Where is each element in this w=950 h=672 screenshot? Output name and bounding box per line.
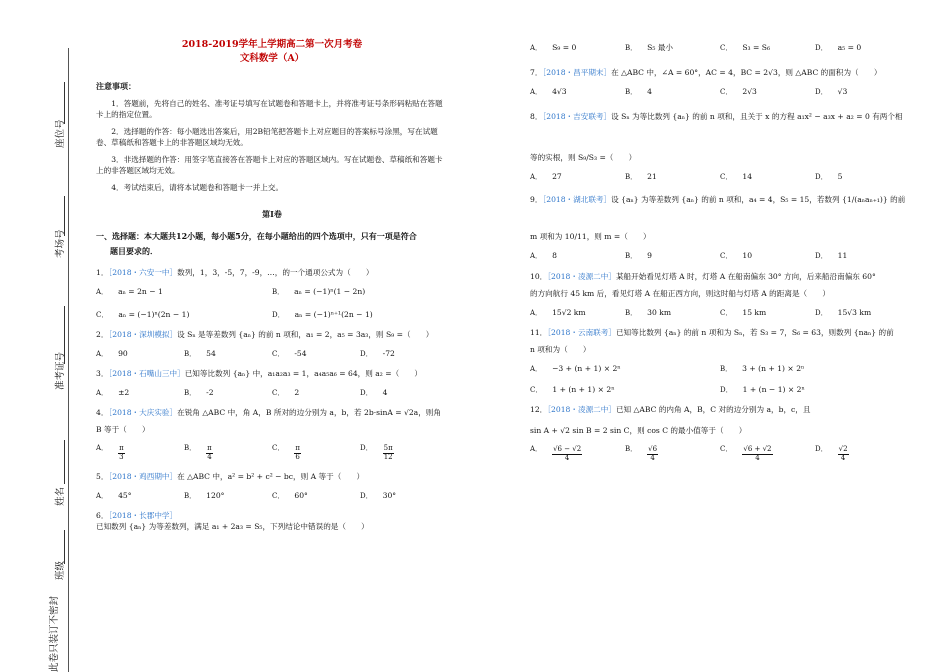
- source-tag: ［2018・湖北联考］: [542, 195, 612, 205]
- option-b[interactable]: B． 9: [625, 251, 652, 261]
- exam-subtitle: 文科数学（A）: [239, 53, 305, 65]
- question-text: 设 Sₙ 是等差数列 {aₙ} 的前 n 项和，a₁ = 2，a₅ = 3a₃，则 S₉ =（ ）: [177, 330, 434, 340]
- question-number: 12．: [530, 404, 548, 414]
- option-b[interactable]: B． 21: [625, 172, 657, 182]
- question-number: 9．: [530, 195, 543, 205]
- question-4-cont: B 等于（ ）: [96, 425, 150, 435]
- question-text: 设 Sₙ 为等比数列 {aₙ} 的前 n 项和，且关于 x 的方程 a₁x² − a₃x + a₂ = 0 有两个相: [611, 112, 903, 122]
- source-tag: ［2018・昌平期末］: [542, 68, 612, 78]
- option-b[interactable]: B． -2: [184, 388, 214, 398]
- question-10-options: [530, 307, 910, 318]
- option-c[interactable]: C． $\frac{\pi}{6}$: [272, 444, 300, 462]
- question-9-cont: m 项和为 10/11，则 m =（ ）: [530, 232, 651, 242]
- class-field: [64, 530, 65, 564]
- exam-room-label: 考场号: [55, 229, 66, 258]
- option-c[interactable]: C． aₙ = (−1)ⁿ(2n − 1): [96, 310, 190, 320]
- source-tag: ［2018・凌源二中］: [547, 404, 616, 414]
- option-b[interactable]: B． $\frac{\pi}{4}$: [184, 444, 212, 462]
- option-a[interactable]: A． ±2: [96, 388, 130, 398]
- option-b[interactable]: B． 30 km: [625, 307, 672, 317]
- question-text: 在 △ABC 中，a² = b² + c² − bc，则 A 等于（ ）: [177, 471, 365, 481]
- option-d[interactable]: D． aₙ = (−1)ⁿ⁺¹(2n − 1): [272, 310, 373, 320]
- option-d[interactable]: D． 30°: [360, 490, 397, 500]
- question-12-cont: sin A + √2 sin B = 2 sin C，则 cos C 的最小值等于（ ）: [530, 425, 747, 435]
- option-d[interactable]: D． $\frac{√2}{4}$: [815, 444, 848, 462]
- option-c[interactable]: C． 60°: [272, 490, 308, 500]
- question-6-options: [530, 42, 910, 53]
- source-tag: ［2018・云南联考］: [547, 327, 616, 337]
- notice-item-4: 4．考试结束后，请将本试题卷和答题卡一并上交。: [111, 183, 284, 193]
- left-column: [96, 38, 448, 532]
- option-c[interactable]: C． 10: [720, 251, 753, 261]
- option-d[interactable]: D． √3: [815, 87, 848, 97]
- binding-line: [68, 48, 69, 672]
- question-11-cont: n 项和为（ ）: [530, 344, 591, 354]
- question-8: [530, 111, 910, 122]
- question-number: 1．: [96, 267, 109, 277]
- notice-heading: 注意事项：: [96, 80, 136, 91]
- question-number: 3．: [96, 369, 109, 379]
- question-11-options-2: [530, 384, 910, 395]
- question-text: 已知等比数列 {aₙ} 中，a₁a₂a₃ = 1，a₄a₅a₆ = 64，则 a₂ =（ ）: [184, 369, 422, 379]
- question-7: [530, 67, 910, 78]
- option-d[interactable]: D． -72: [360, 349, 395, 359]
- question-5-options: [96, 490, 448, 501]
- option-c[interactable]: C． 1 + (n + 1) × 2ⁿ: [530, 384, 615, 394]
- admission-number-field: [64, 306, 65, 364]
- option-d[interactable]: D． 11: [815, 251, 848, 261]
- option-a[interactable]: A． 90: [96, 349, 128, 359]
- source-tag: ［2018・凌源二中］: [547, 271, 616, 281]
- question-text: 已知等比数列 {aₙ} 的前 n 项和为 Sₙ，若 S₃ = 7，S₆ = 63，则数列 {naₙ} 的前: [615, 327, 894, 337]
- question-5: [96, 471, 448, 482]
- question-1-options-2: [96, 309, 448, 320]
- name-label: 姓名: [55, 486, 66, 506]
- exam-room-field: [64, 196, 65, 236]
- class-label: 班级: [55, 560, 66, 580]
- admission-number-label: 准考证号: [55, 351, 66, 390]
- question-2-options: [96, 348, 448, 359]
- option-d[interactable]: D． 15√3 km: [815, 307, 872, 317]
- source-tag: ［2018・吉安联考］: [542, 112, 612, 122]
- option-a[interactable]: A． aₙ = 2n − 1: [96, 286, 163, 296]
- question-10-cont: 的方向航行 45 km 后，看见灯塔 A 在船正西方向，则这时船与灯塔 A 的距离是（ ）: [530, 288, 830, 298]
- binding-note: 此卷只装订不密封: [49, 595, 60, 672]
- question-2: [96, 329, 448, 340]
- option-c[interactable]: C． 15 km: [720, 307, 767, 317]
- question-text: 已知 △ABC 的内角 A，B，C 对的边分别为 a，b，c，且: [615, 404, 811, 414]
- option-b[interactable]: B． 3 + (n + 1) × 2ⁿ: [720, 363, 805, 373]
- option-c[interactable]: C． $\frac{√6 + √2}{4}$: [720, 444, 772, 462]
- question-11: [530, 327, 910, 338]
- question-1: [96, 267, 448, 278]
- section-heading: 一、选择题：本大题共12小题，每小题5分，在每小题给出的四个选项中，只有一项是符合: [96, 230, 417, 241]
- question-text: 在 △ABC 中，∠A = 60°，AC = 4，BC = 2√3，则 △ABC 的面积为（ ）: [611, 68, 882, 78]
- question-8-options: [530, 171, 910, 182]
- question-number: 4．: [96, 408, 109, 418]
- right-column: [530, 42, 910, 462]
- notice-item-2: 2．选择题的作答：每小题选出答案后，用2B铅笔把答题卡上对应题目的答案标号涂黑，写在试题卷、草稿纸和答题卡上的非答题区域均无效。: [96, 127, 438, 148]
- question-number: 10．: [530, 271, 548, 281]
- option-d[interactable]: D． $\frac{5\pi}{12}$: [360, 444, 393, 462]
- option-c[interactable]: C． S₃ = S₆: [720, 43, 771, 52]
- question-text: 数列，1，3，-5，7，-9，…，的一个通项公式为（ ）: [177, 267, 374, 277]
- source-tag: ［2018・六安一中］: [108, 267, 178, 277]
- question-4-options: [96, 443, 448, 461]
- question-1-options: [96, 286, 448, 297]
- option-d[interactable]: D． 1 + (n − 1) × 2ⁿ: [720, 384, 805, 394]
- question-text: 在锐角 △ABC 中，角 A，B 所对的边分别为 a，b，若 2b·sinA = √2a，则角: [177, 408, 441, 418]
- question-7-options: [530, 86, 910, 97]
- source-tag: ［2018・石嘴山三中］: [108, 369, 185, 379]
- option-b[interactable]: B． 54: [184, 349, 216, 359]
- question-8-cont: 等的实根，则 S₉/S₃ =（ ）: [530, 153, 637, 163]
- seat-number-label: 座位号: [55, 119, 66, 148]
- question-number: 6．: [96, 510, 109, 520]
- question-12: [530, 404, 910, 415]
- section-title: 第Ⅰ卷: [262, 209, 282, 220]
- seat-number-field: [64, 82, 65, 124]
- source-tag: ［2018・鸡西期中］: [108, 471, 178, 481]
- source-tag: ［2018・长郡中学］: [108, 510, 178, 520]
- option-d[interactable]: D． 5: [815, 172, 843, 182]
- option-b[interactable]: B． $\frac{√6}{4}$: [625, 444, 658, 462]
- option-a[interactable]: A． 15√2 km: [530, 307, 586, 317]
- source-tag: ［2018・大庆实验］: [108, 408, 178, 418]
- question-number: 2．: [96, 330, 109, 340]
- exam-title: 2018-2019学年上学期高二第一次月考卷: [181, 39, 363, 50]
- option-a[interactable]: A． 8: [530, 251, 557, 261]
- question-9: [530, 194, 910, 205]
- question-12-options: [530, 444, 910, 462]
- option-c[interactable]: C． -54: [272, 349, 307, 359]
- option-d[interactable]: D． 4: [360, 388, 388, 398]
- option-a[interactable]: A． −3 + (n + 1) × 2ⁿ: [530, 363, 621, 373]
- option-a[interactable]: A． S₉ = 0: [530, 43, 577, 52]
- option-b[interactable]: B． aₙ = (−1)ⁿ(1 − 2n): [272, 286, 366, 296]
- option-c[interactable]: C． 14: [720, 172, 753, 182]
- source-tag: ［2018・深圳模拟］: [108, 330, 178, 340]
- option-a[interactable]: A． 45°: [96, 490, 132, 500]
- option-a[interactable]: A． $\frac{\pi}{3}$: [96, 444, 124, 462]
- question-text: 设 {aₙ} 为等差数列 {aₙ} 的前 n 项和，a₄ = 4，S₅ = 15，若数列 {1/(aₙaₙ₊₁)} 的前: [611, 195, 906, 205]
- question-6: [96, 510, 448, 532]
- option-a[interactable]: A． 4√3: [530, 87, 567, 97]
- option-c[interactable]: C． 2: [272, 388, 300, 398]
- question-text: 某船开始看见灯塔 A 时，灯塔 A 在船南偏东 30° 方向，后来船沿南偏东 60°: [615, 271, 876, 281]
- option-d[interactable]: D． a₅ = 0: [815, 43, 862, 52]
- section-heading-cont: 题目要求的．: [110, 246, 158, 257]
- question-number: 5．: [96, 471, 109, 481]
- name-field: [64, 440, 65, 484]
- question-number: 11．: [530, 327, 548, 337]
- option-b[interactable]: B． 120°: [184, 490, 225, 500]
- question-4: [96, 407, 448, 418]
- question-number: 8．: [530, 112, 543, 122]
- option-b[interactable]: B． S₅ 最小: [625, 43, 674, 52]
- binding-strip: [0, 0, 80, 672]
- option-b[interactable]: B． 4: [625, 87, 652, 97]
- option-a[interactable]: A． $\frac{√6 - √2}{4}$: [530, 444, 582, 462]
- notice-item-1: 1．答题前，先将自己的姓名、准考证号填写在试题卷和答题卡上，并将准考证号条形码粘贴在答题卡上的指定位置。: [96, 99, 443, 120]
- question-9-options: [530, 250, 910, 261]
- option-c[interactable]: C． 2√3: [720, 87, 757, 97]
- question-10: [530, 271, 910, 282]
- option-a[interactable]: A． 27: [530, 172, 562, 182]
- question-3: [96, 368, 448, 379]
- question-number: 7．: [530, 68, 543, 78]
- question-3-options: [96, 387, 448, 398]
- notice-item-3: 3．非选择题的作答：用签字笔直接答在答题卡上对应的答题区域内。写在试题卷、草稿纸和答题卡上的非答题区域均无效。: [96, 155, 443, 176]
- question-11-options: [530, 363, 910, 374]
- question-text: 已知数列 {aₙ} 为等差数列，满足 a₁ + 2a₃ = S₅，下列结论中错误的是（ ）: [96, 521, 369, 531]
